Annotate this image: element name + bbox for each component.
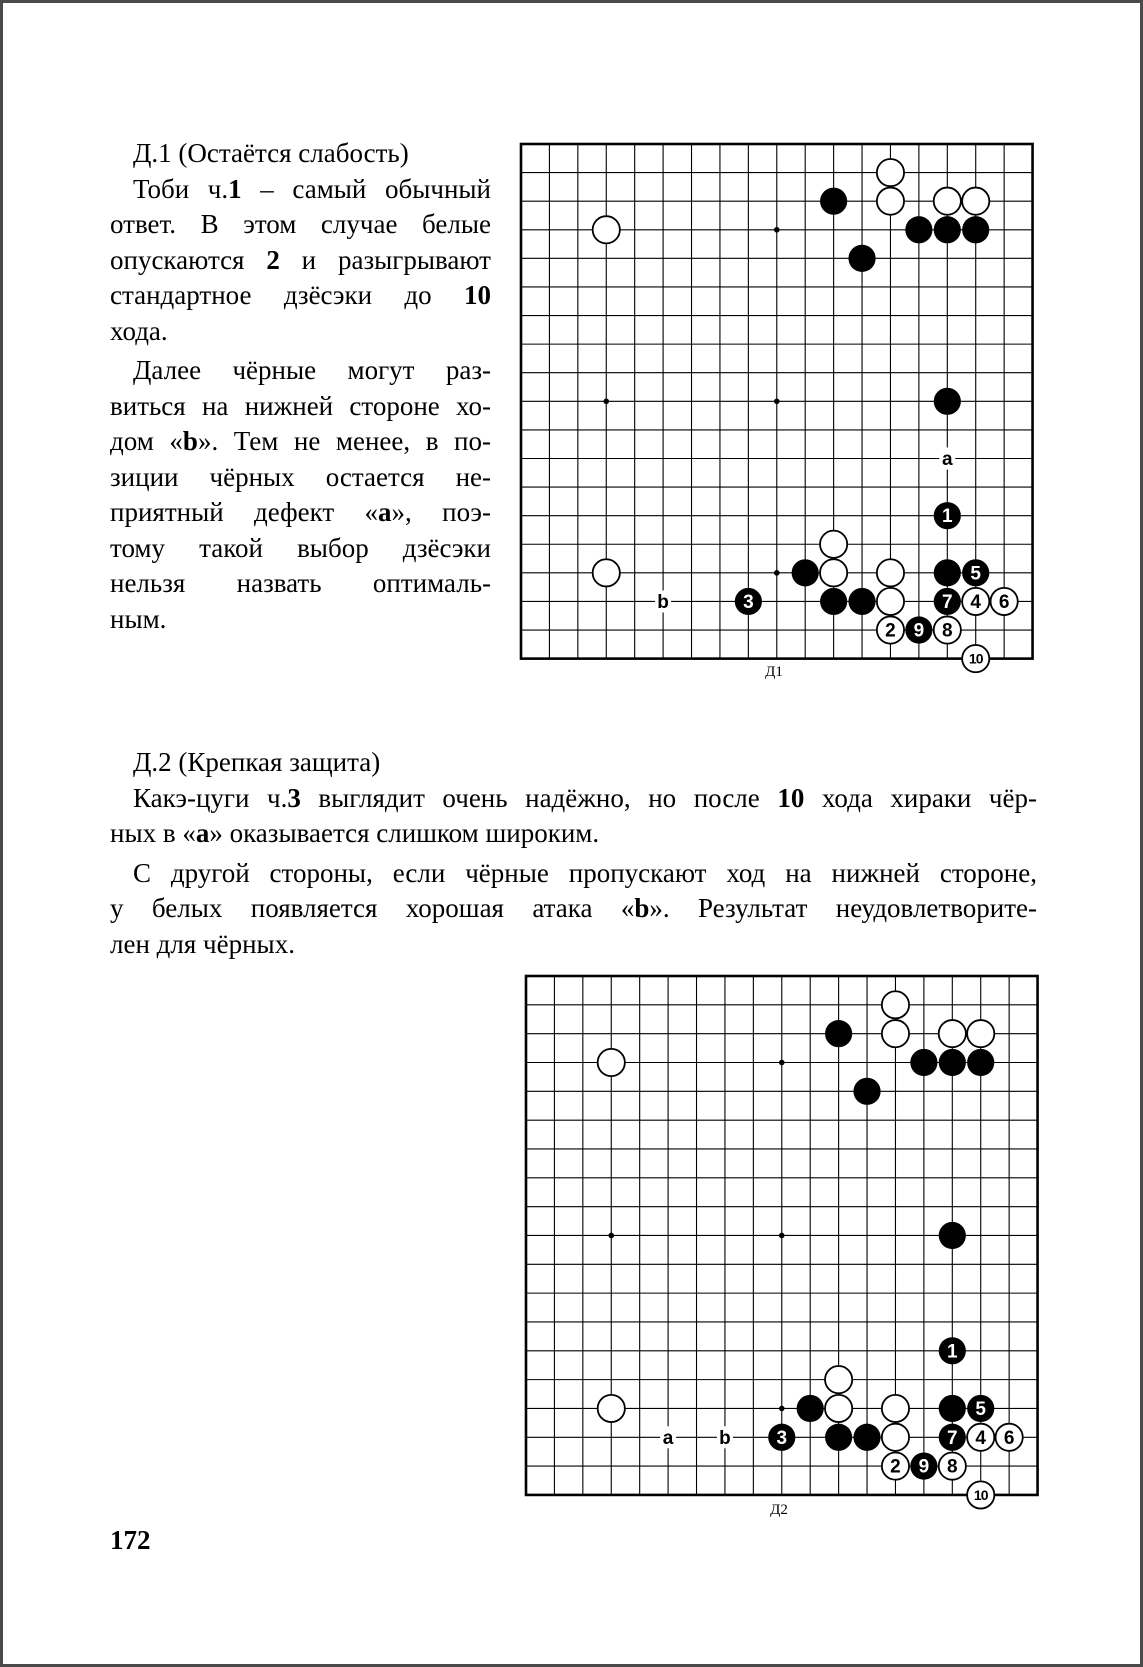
board-label-a: a — [942, 448, 953, 470]
paragraph — [110, 781, 1037, 852]
text-run: ных в « — [110, 818, 196, 848]
black-stone — [820, 588, 847, 615]
move-stone-7 — [934, 588, 961, 615]
white-stone — [877, 188, 904, 215]
bold-reference: b — [634, 893, 650, 923]
black-stone — [825, 1424, 852, 1451]
text-run: и разыгрывают — [279, 244, 491, 275]
text-run: ». Результат неудовлетворите- — [649, 893, 1037, 923]
white-stone — [934, 188, 961, 215]
text-line — [110, 856, 1037, 892]
move-number: 4 — [970, 591, 982, 613]
bold-reference: a — [378, 497, 392, 527]
text-run: Какэ-цуги ч. — [133, 782, 288, 813]
text-run: виться на нижней стороне хо- — [110, 390, 491, 421]
text-line — [110, 531, 491, 567]
white-stone — [877, 588, 904, 615]
move-stone-3 — [735, 588, 762, 615]
text-line — [110, 243, 491, 279]
section-title: Д.2 (Крепкая защита) — [133, 747, 381, 777]
text-line — [110, 278, 491, 314]
black-stone — [853, 1424, 880, 1451]
move-number: 1 — [942, 506, 953, 528]
move-stone-6 — [991, 588, 1018, 615]
diagram-caption: Д1 — [765, 664, 783, 680]
hoshi-point — [779, 1060, 785, 1066]
white-stone — [593, 216, 620, 243]
white-stone — [598, 1395, 625, 1422]
move-number: 8 — [942, 620, 953, 642]
text-run: ». Тем не менее, в по- — [197, 426, 491, 456]
bold-reference: 10 — [464, 280, 491, 310]
black-stone — [939, 1395, 966, 1422]
hoshi-point — [608, 1233, 614, 1239]
text-line — [110, 389, 491, 425]
black-stone — [939, 1049, 966, 1076]
text-line — [110, 566, 491, 602]
move-number: 2 — [885, 620, 896, 642]
board-label-b: b — [657, 591, 669, 613]
text-run: зиции чёрных остается не- — [110, 461, 491, 492]
white-stone — [820, 531, 847, 558]
text-run: у белых появляется хорошая атака « — [110, 893, 635, 923]
text-run: лен для чёрных. — [110, 928, 295, 959]
move-number: 3 — [776, 1427, 788, 1449]
section-title: Д.1 (Остаётся слабость) — [133, 138, 409, 168]
text-run: тому такой выбор дзёсэки — [110, 532, 491, 563]
move-stone-6 — [996, 1424, 1023, 1451]
move-stone-5 — [962, 559, 989, 586]
text-line — [110, 172, 491, 208]
move-number: 9 — [918, 1456, 930, 1478]
move-number: 10 — [968, 650, 983, 667]
text-run: стандартное дзёсэки до — [110, 280, 464, 310]
black-stone — [848, 245, 875, 272]
black-stone — [848, 588, 875, 615]
text-line — [110, 602, 491, 638]
white-stone — [882, 1424, 909, 1451]
white-stone — [882, 1020, 909, 1047]
text-line — [110, 495, 491, 531]
text-line — [110, 891, 1037, 927]
black-stone — [853, 1078, 880, 1105]
move-number: 5 — [975, 1398, 987, 1420]
board-label-b: b — [719, 1427, 731, 1449]
black-stone — [967, 1049, 994, 1076]
move-number: 6 — [1003, 1427, 1015, 1449]
move-number: 7 — [947, 1427, 958, 1449]
text-run: ответ. В этом случае белые — [110, 209, 491, 239]
move-number: 10 — [973, 1486, 988, 1503]
text-run: С другой стороны, если чёрные пропускают ход на нижней стороне, — [133, 857, 1037, 888]
text-run: хода. — [110, 315, 168, 346]
hoshi-point — [603, 399, 609, 405]
move-number: 3 — [743, 591, 754, 613]
bold-reference: 10 — [777, 782, 805, 813]
move-stone-1 — [939, 1337, 966, 1364]
white-stone — [877, 159, 904, 186]
move-number: 5 — [970, 563, 982, 585]
paragraph — [110, 172, 491, 350]
white-stone — [939, 1020, 966, 1047]
move-number: 6 — [998, 591, 1010, 613]
move-stone-9 — [910, 1453, 937, 1480]
black-stone — [797, 1395, 824, 1422]
diagram-caption: Д2 — [770, 1502, 788, 1518]
move-stone-2 — [882, 1453, 909, 1480]
hoshi-point — [774, 570, 780, 576]
hoshi-point — [779, 1233, 785, 1239]
move-number: 4 — [975, 1427, 987, 1449]
bold-reference: b — [182, 426, 198, 456]
hoshi-point — [774, 227, 780, 233]
black-stone — [934, 559, 961, 586]
white-stone — [825, 1366, 852, 1393]
white-stone — [882, 991, 909, 1018]
black-stone — [939, 1222, 966, 1249]
white-stone — [877, 559, 904, 586]
move-number: 8 — [947, 1456, 958, 1478]
text-line — [110, 314, 491, 350]
text-run: опускаются — [110, 244, 267, 275]
bold-reference: 3 — [287, 782, 301, 813]
hoshi-point — [779, 1406, 785, 1412]
white-stone — [593, 559, 620, 586]
text-run: ным. — [110, 603, 167, 634]
text-run: выглядит очень надёжно, но после — [300, 782, 778, 813]
section-d2-text — [110, 745, 1037, 962]
bold-reference: a — [195, 818, 210, 848]
move-stone-8 — [934, 616, 961, 643]
text-run: хода хираки чёр- — [804, 782, 1037, 813]
text-line — [110, 353, 491, 389]
black-stone — [820, 188, 847, 215]
move-stone-8 — [939, 1453, 966, 1480]
section-d1-text — [110, 136, 491, 637]
text-run: Далее чёрные могут раз- — [133, 355, 491, 385]
white-stone — [882, 1395, 909, 1422]
white-stone — [598, 1049, 625, 1076]
white-stone — [820, 559, 847, 586]
page-number: 172 — [110, 1525, 151, 1555]
move-stone-9 — [905, 616, 932, 643]
move-stone-5 — [967, 1395, 994, 1422]
black-stone — [910, 1049, 937, 1076]
text-run: приятный дефект « — [110, 497, 379, 527]
hoshi-point — [774, 399, 780, 405]
white-stone — [825, 1395, 852, 1422]
move-number: 1 — [947, 1341, 958, 1363]
text-run: », поэ- — [391, 497, 492, 527]
move-stone-10 — [967, 1481, 994, 1508]
move-stone-4 — [962, 588, 989, 615]
white-stone — [962, 188, 989, 215]
paragraph — [110, 353, 491, 637]
text-run: Тоби ч. — [133, 173, 229, 204]
text-run: » оказывается слишком широким. — [209, 818, 600, 848]
go-board-d1 — [502, 125, 1052, 678]
move-stone-3 — [768, 1424, 795, 1451]
board-label-a: a — [662, 1427, 674, 1449]
text-run: – самый обычный — [241, 173, 491, 204]
text-line — [110, 781, 1037, 817]
bold-reference: 2 — [266, 244, 280, 275]
move-stone-1 — [934, 502, 961, 529]
move-number: 7 — [942, 591, 953, 613]
text-line — [110, 816, 1037, 852]
black-stone — [825, 1020, 852, 1047]
black-stone — [962, 216, 989, 243]
black-stone — [934, 388, 961, 415]
go-board-d2 — [507, 957, 1057, 1514]
paragraph — [110, 856, 1037, 963]
text-line — [110, 207, 491, 243]
move-number: 9 — [913, 620, 925, 642]
move-number: 2 — [890, 1456, 901, 1478]
move-stone-4 — [967, 1424, 994, 1451]
white-stone — [967, 1020, 994, 1047]
black-stone — [934, 216, 961, 243]
text-run: дом « — [110, 426, 183, 456]
text-line — [110, 424, 491, 460]
black-stone — [792, 559, 819, 586]
move-stone-10 — [962, 645, 989, 672]
move-stone-7 — [939, 1424, 966, 1451]
move-stone-2 — [877, 616, 904, 643]
text-run: нельзя назвать оптималь- — [110, 568, 491, 598]
text-line — [110, 460, 491, 496]
bold-reference: 1 — [228, 173, 242, 204]
black-stone — [905, 216, 932, 243]
